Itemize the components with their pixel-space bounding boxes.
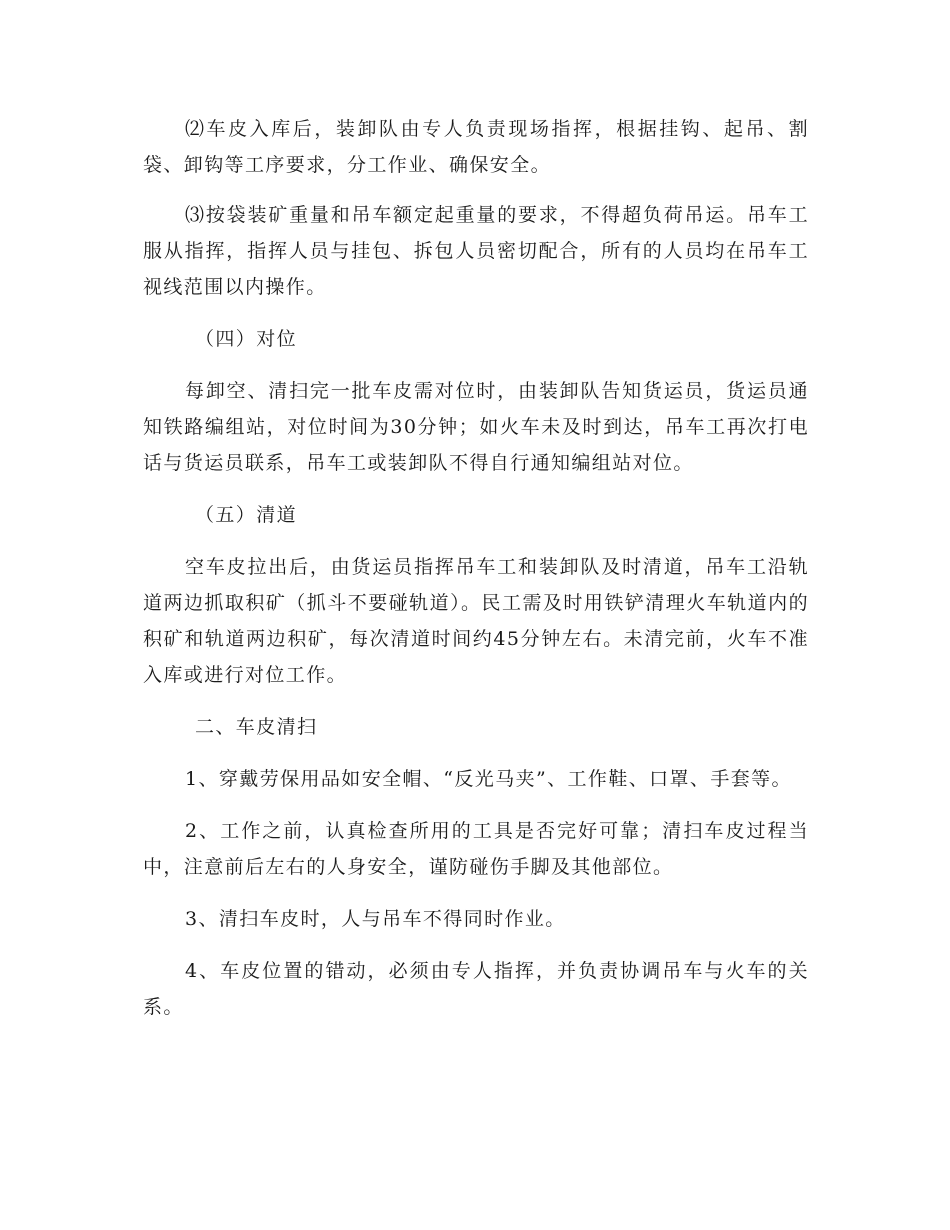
paragraph-positioning: 每卸空、清扫完一批车皮需对位时，由装卸队告知货运员，货运员通知铁路编组站，对位时间为30分钟；如火车未及时到达，吊车工再次打电话与货运员联系，吊车工或装卸队不得自行通知编组站对位。 <box>143 380 809 474</box>
paragraph-3-load-limit: ⑶按袋装矿重量和吊车额定起重量的要求，不得超负荷吊运。吊车工服从指挥，指挥人员与挂包、拆包人员密切配合，所有的人员均在吊车工视线范围以内操作。 <box>143 204 809 298</box>
section-heading-positioning: （四）对位 <box>195 328 298 350</box>
paragraph-cleaning-item-2: 2、工作之前，认真检查所用的工具是否完好可靠；清扫车皮过程当中，注意前后左右的人身安全，谨防碰伤手脚及其他部位。 <box>143 820 809 878</box>
paragraph-cleaning-item-4: 4、车皮位置的错动，必须由专人指挥，并负责协调吊车与火车的关系。 <box>143 960 809 1018</box>
paragraph-2-unloading-command: ⑵车皮入库后，装卸队由专人负责现场指挥，根据挂钩、起吊、割袋、卸钩等工序要求，分工作业、确保安全。 <box>143 118 809 176</box>
section-heading-track-clearing: （五）清道 <box>195 504 298 526</box>
paragraph-track-clearing: 空车皮拉出后，由货运员指挥吊车工和装卸队及时清道，吊车工沿轨道两边抓取积矿（抓斗不要碰轨道）。民工需及时用铁铲清理火车轨道内的积矿和轨道两边积矿，每次清道时间约45分钟左右。未清完前，火车不准入库或进行对位工作。 <box>143 556 809 686</box>
paragraph-cleaning-item-1: 1、穿戴劳保用品如安全帽、“反光马夹”、工作鞋、口罩、手套等。 <box>185 768 792 790</box>
document-body <box>143 111 809 1025</box>
section-heading-wagon-cleaning: 二、车皮清扫 <box>195 716 318 738</box>
paragraph-cleaning-item-3: 3、清扫车皮时，人与吊车不得同时作业。 <box>185 908 566 930</box>
